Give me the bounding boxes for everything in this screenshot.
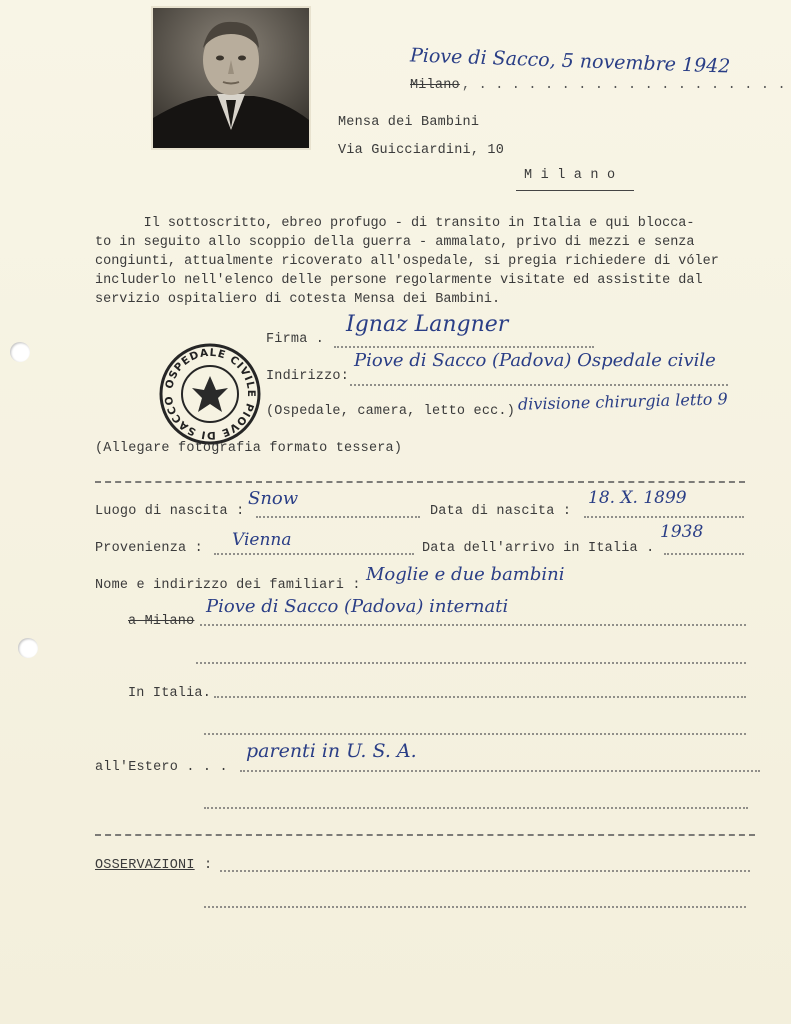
paragraph-line: Il sottoscritto, ebreo profugo - di transito in Italia e qui blocca- [95,216,695,231]
hospital-label: (Ospedale, camera, letto ecc.) [266,404,516,419]
family-place-struck: a Milano [128,614,195,629]
punch-hole-lower [18,638,38,658]
signature-value: Ignaz Langner [346,312,509,337]
origin-dots [214,551,414,555]
family-dots-1 [200,622,746,626]
abroad-label: all'Estero . . . [95,760,228,775]
signature-label: Firma . [266,332,325,347]
arrival-label: Data dell'arrivo in Italia . [422,541,655,556]
photo-note: (Allegare fotografia formato tessera) [95,441,403,456]
family-dots-2 [196,660,746,664]
birthplace-value: Snow [248,488,299,509]
place-date-handwritten: Piove di Sacco, 5 novembre 1942 [409,44,731,78]
family-place-value: Piove di Sacco (Padova) internati [206,596,509,617]
paragraph-line: includerlo nell'elenco delle persone regolarmente visitate ed assistite dal [95,273,703,288]
recipient-city: M i l a n o [524,168,616,183]
origin-label: Provenienza : [95,541,203,556]
address-value: Piove di Sacco (Padova) Ospedale civile [354,350,716,371]
city-dots: , . . . . . . . . . . . . . . . . . . . [462,78,786,93]
origin-value: Vienna [232,530,292,550]
city-struck: Milano [410,78,460,93]
portrait-photo [153,8,309,148]
signature-dots [334,344,594,348]
arrival-dots [664,551,744,555]
observations-dots-1 [220,868,750,872]
observations-colon: : [204,858,213,873]
recipient-line1: Mensa dei Bambini [338,115,480,130]
observations-label: OSSERVAZIONI [95,858,195,873]
stamp-text: OSPEDALE CIVILE PIOVE DI SACCO [162,346,258,442]
birthplace-dots [256,514,420,518]
paragraph-line: congiunti, attualmente ricoverato all'ospedale, si pregia richiedere di vóler [95,254,719,269]
recipient-line2: Via Guicciardini, 10 [338,143,505,158]
abroad-dots-2 [204,805,748,809]
birthdate-label: Data di nascita : [430,504,572,519]
stamp-seal [158,342,262,446]
abroad-value: parenti in U. S. A. [246,740,417,762]
section-divider-top [95,481,745,483]
birthdate-dots [584,514,744,518]
birthplace-label: Luogo di nascita : [95,504,245,519]
address-label: Indirizzo: [266,369,350,384]
italy-label: In Italia. [128,686,212,701]
family-label: Nome e indirizzo dei familiari : [95,578,361,593]
italy-dots-1 [214,694,746,698]
request-paragraph [95,214,735,309]
abroad-dots-1 [240,768,760,772]
punch-hole-upper [10,342,30,362]
recipient-city-rule [516,190,634,191]
hospital-stamp [158,342,262,446]
address-dots [350,382,728,386]
observations-dots-2 [204,904,746,908]
arrival-value: 1938 [660,522,704,542]
italy-dots-2 [204,731,746,735]
birthdate-value: 18. X. 1899 [588,488,687,508]
family-value: Moglie e due bambini [366,564,565,585]
hospital-value: divisione chirurgia letto 9 [517,389,728,414]
section-divider-bottom [95,834,755,836]
paragraph-line: to in seguito allo scoppio della guerra - ammalato, privo di mezzi e senza [95,235,695,250]
paragraph-line: servizio ospitaliero di cotesta Mensa dei Bambini. [95,292,501,307]
portrait-figure [153,8,309,148]
